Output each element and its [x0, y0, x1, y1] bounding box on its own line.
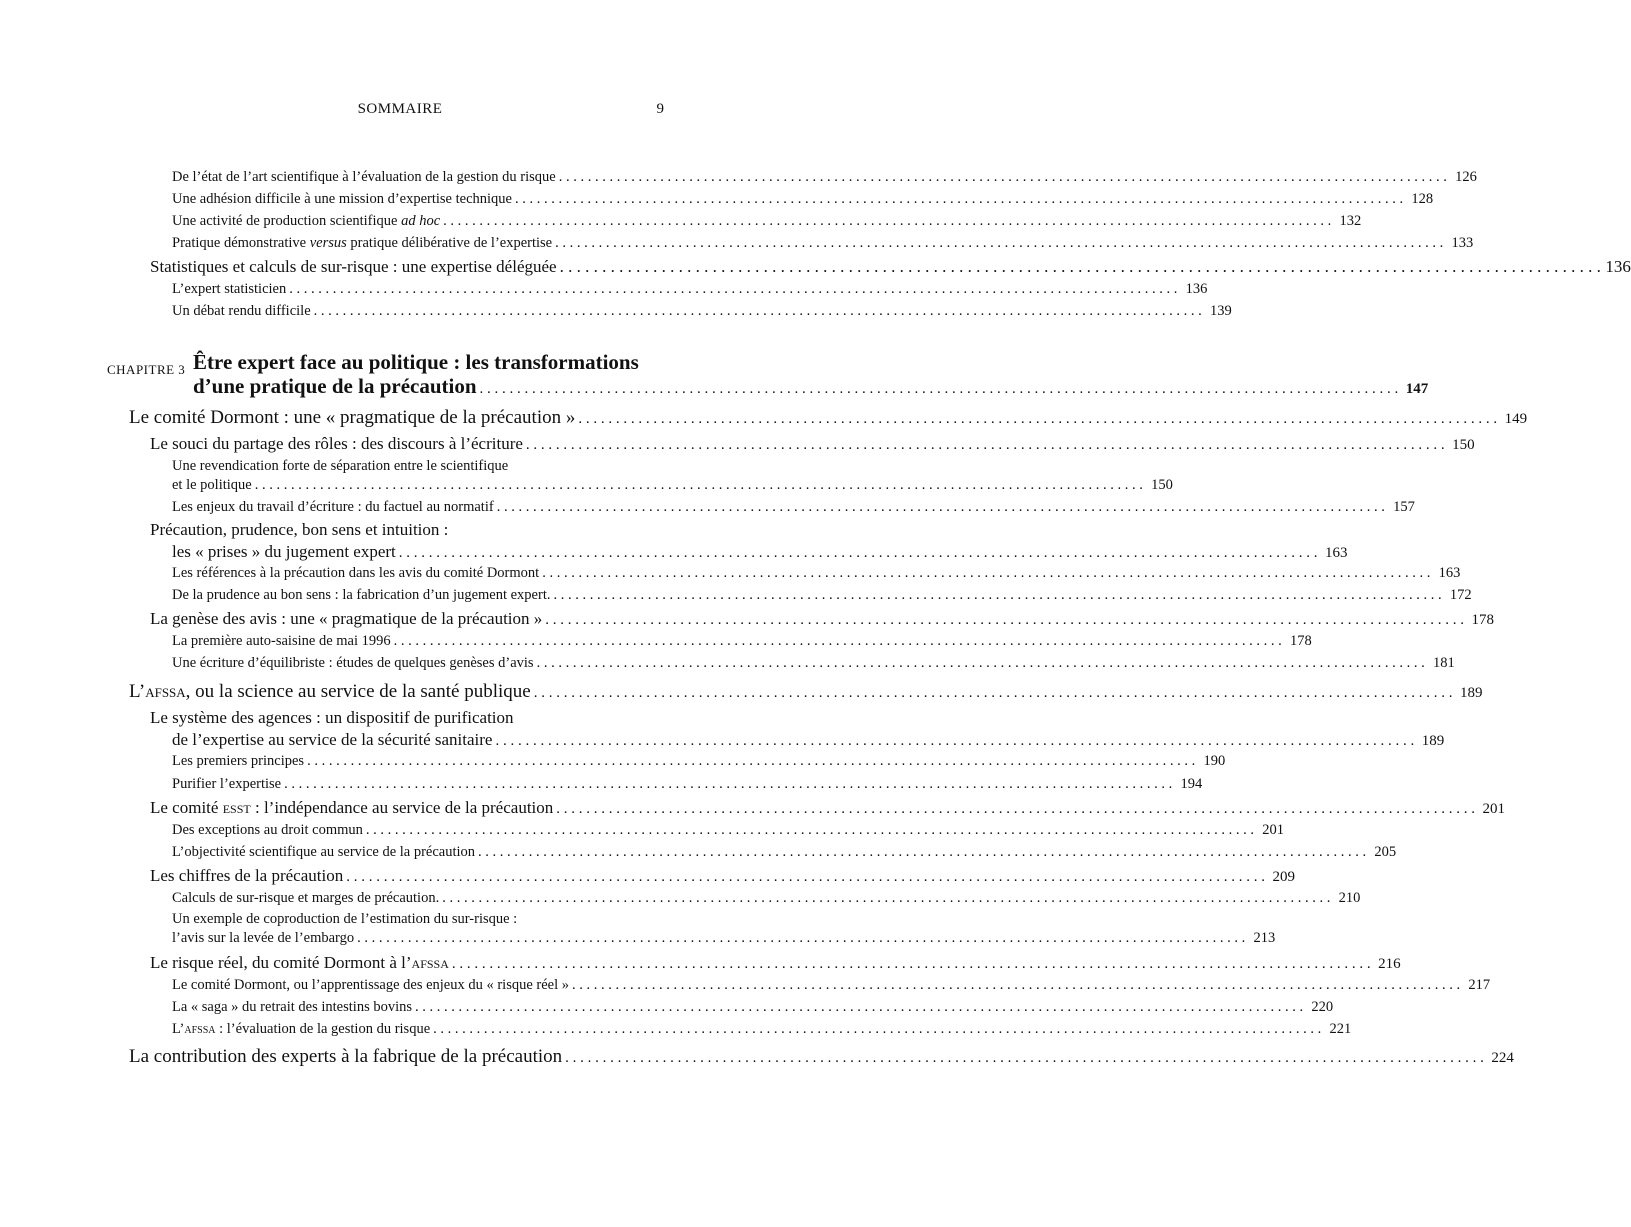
toc-section[interactable]: [150, 434, 1475, 454]
running-header: [0, 101, 800, 121]
section-title-line2: de l’expertise au service de la sécurité sanitaire: [172, 730, 493, 749]
entry-page: 172: [1449, 587, 1472, 603]
entry-page: 213: [1253, 930, 1276, 946]
part-title-smallcaps: afssa: [145, 681, 186, 702]
dot-leader: [560, 257, 1601, 277]
dot-leader: [495, 733, 1414, 750]
entry-title: [172, 1021, 430, 1038]
chapter-label: CHAPITRE 3: [107, 362, 186, 377]
chapter-title-line2: d’une pratique de la précaution: [193, 374, 477, 398]
entry-page: 150: [1151, 477, 1173, 493]
entry-page: 221: [1329, 1021, 1352, 1037]
toc-entry[interactable]: [172, 587, 1472, 604]
toc-entry[interactable]: [172, 776, 1203, 793]
toc-entry[interactable]: [172, 930, 1276, 947]
toc-entry[interactable]: [172, 477, 1173, 494]
section-title-smallcaps: esst: [222, 798, 251, 817]
toc-entry[interactable]: [172, 822, 1284, 839]
toc-entry[interactable]: [172, 633, 1312, 650]
section-title: La genèse des avis : une « pragmatique de la précaution »: [150, 609, 543, 628]
section-title-text: Le risque réel, du comité Dormont à l’: [150, 953, 412, 972]
entry-page: 181: [1432, 655, 1455, 671]
dot-leader: [357, 930, 1245, 947]
toc-entry[interactable]: [172, 977, 1491, 994]
section-title-line2: les « prises » du jugement expert: [172, 542, 396, 561]
entry-page: 136: [1185, 281, 1208, 297]
entry-page: 201: [1262, 822, 1284, 838]
dot-leader: [366, 822, 1254, 839]
part-title: [129, 681, 531, 703]
part-title-text: L’: [129, 681, 146, 702]
dot-leader: [346, 869, 1265, 886]
toc-entry[interactable]: [172, 191, 1434, 208]
toc-entry[interactable]: [172, 235, 1474, 252]
toc-section[interactable]: [150, 609, 1495, 629]
dot-leader: [497, 499, 1385, 516]
entry-title-text: pratique délibérative de l’expertise: [346, 235, 553, 251]
part-title-text: , ou la science au service de la santé publique: [185, 681, 531, 702]
toc-entry[interactable]: [172, 753, 1226, 770]
entry-title: Calculs de sur-risque et marges de précaution.: [172, 890, 440, 906]
dot-leader: [415, 999, 1303, 1016]
toc-entry[interactable]: [172, 655, 1455, 672]
entry-title: Le comité Dormont, ou l’apprentissage des enjeux du « risque réel »: [172, 977, 570, 993]
entry-title-text: : l’évaluation de la gestion du risque: [215, 1021, 431, 1037]
section-title-line1[interactable]: Le système des agences : un dispositif de purification: [150, 708, 514, 727]
entry-page: 216: [1378, 956, 1401, 972]
toc-entry[interactable]: [172, 281, 1208, 298]
toc-entry[interactable]: [172, 213, 1362, 230]
entry-page: 139: [1210, 303, 1232, 319]
toc-entry[interactable]: [172, 499, 1415, 516]
entry-title-line2: l’avis sur la levée de l’embargo: [172, 930, 355, 946]
chapter-title-line1[interactable]: Être expert face au politique : les transformations: [193, 350, 639, 374]
toc-entry[interactable]: [172, 565, 1461, 582]
entry-page: 178: [1290, 633, 1312, 649]
toc-entry[interactable]: [172, 844, 1397, 861]
dot-leader: [478, 844, 1366, 861]
entry-page: 190: [1203, 753, 1226, 769]
entry-page: 136: [1605, 257, 1631, 276]
toc-section[interactable]: [150, 866, 1295, 886]
dot-leader: [394, 633, 1282, 650]
toc-part[interactable]: [129, 407, 1528, 429]
entry-page: 163: [1325, 545, 1348, 561]
toc-part[interactable]: [129, 681, 1483, 703]
chapter-heading[interactable]: [193, 374, 1429, 399]
toc-part[interactable]: [129, 1046, 1514, 1068]
page-number: 9: [656, 101, 664, 117]
toc-section[interactable]: [150, 257, 1631, 277]
entry-title-line1[interactable]: Un exemple de coproduction de l’estimation du sur-risque :: [172, 911, 518, 927]
entry-page: 224: [1491, 1050, 1514, 1066]
toc-section[interactable]: [150, 953, 1401, 973]
dot-leader: [534, 685, 1453, 702]
entry-title: Purifier l’expertise: [172, 776, 282, 792]
toc-entry[interactable]: [172, 1021, 1352, 1038]
running-header-title: SOMMAIRE: [357, 101, 443, 117]
toc-entry[interactable]: [172, 890, 1361, 907]
entry-title: Une adhésion difficile à une mission d’expertise technique: [172, 191, 512, 207]
dot-leader: [443, 213, 1331, 230]
section-title-smallcaps: afssa: [411, 953, 449, 972]
dot-leader: [553, 587, 1441, 604]
toc-entry[interactable]: [172, 169, 1477, 186]
entry-title: Une écriture d’équilibriste : études de quelques genèses d’avis: [172, 655, 534, 671]
dot-leader: [452, 956, 1371, 973]
dot-leader: [559, 169, 1447, 186]
entry-title: La première auto-saisine de mai 1996: [172, 633, 391, 649]
dot-leader: [284, 776, 1172, 793]
entry-title: Les références à la précaution dans les avis du comité Dormont: [172, 565, 540, 581]
dot-leader: [572, 977, 1460, 994]
entry-title-smallcaps: afssa: [184, 1021, 216, 1037]
entry-title-italic: versus: [309, 235, 347, 251]
dot-leader: [526, 437, 1445, 454]
toc-section[interactable]: [150, 798, 1506, 818]
entry-title: De l’état de l’art scientifique à l’évaluation de la gestion du risque: [172, 169, 556, 185]
toc-entry[interactable]: [172, 999, 1334, 1016]
entry-page: 126: [1455, 169, 1477, 185]
entry-page: 149: [1504, 411, 1528, 427]
entry-title: L’expert statisticien: [172, 281, 287, 297]
dot-leader: [542, 565, 1430, 582]
entry-page: 157: [1393, 499, 1415, 515]
toc-entry[interactable]: [172, 303, 1232, 320]
section-title: [150, 798, 553, 818]
entry-title: Les enjeux du travail d’écriture : du factuel au normatif: [172, 499, 494, 515]
entry-title-text: L’: [172, 1021, 185, 1037]
section-title: [150, 953, 449, 973]
dot-leader: [307, 753, 1195, 770]
entry-title: [172, 235, 552, 252]
entry-title: La « saga » du retrait des intestins bovins: [172, 999, 413, 1015]
entry-page: 150: [1452, 437, 1475, 453]
entry-page: 189: [1459, 685, 1483, 701]
entry-page: 210: [1338, 890, 1361, 906]
entry-title: L’objectivité scientifique au service de la précaution: [172, 844, 476, 860]
dot-leader: [545, 612, 1464, 629]
entry-title-line2: et le politique: [172, 477, 252, 493]
entry-title-text: Pratique démonstrative: [172, 235, 310, 251]
entry-title: De la prudence au bon sens : la fabrication d’un jugement expert.: [172, 587, 551, 603]
entry-title-text: Une activité de production scientifique: [172, 213, 402, 229]
dot-leader: [289, 281, 1177, 298]
dot-leader: [578, 411, 1497, 428]
entry-title-line1[interactable]: Une revendication forte de séparation entre le scientifique: [172, 458, 509, 474]
dot-leader: [515, 191, 1403, 208]
dot-leader: [556, 801, 1475, 818]
chapter-page: 147: [1405, 381, 1429, 397]
entry-page: 209: [1272, 869, 1295, 885]
dot-leader: [565, 1050, 1484, 1067]
dot-leader: [537, 655, 1425, 672]
entry-title: Les premiers principes: [172, 753, 305, 769]
entry-page: 205: [1374, 844, 1397, 860]
entry-page: 201: [1482, 801, 1506, 817]
section-title: Le souci du partage des rôles : des discours à l’écriture: [150, 434, 523, 453]
section-title-line1[interactable]: Précaution, prudence, bon sens et intuition :: [150, 520, 449, 539]
dot-leader: [399, 545, 1318, 562]
dot-leader: [555, 235, 1443, 252]
section-title: Statistiques et calculs de sur-risque : une expertise déléguée: [150, 257, 557, 276]
dot-leader: [314, 303, 1202, 320]
entry-page: 163: [1438, 565, 1461, 581]
entry-page: 132: [1339, 213, 1362, 229]
section-title-text: : l’indépendance au service de la précaution: [250, 798, 554, 817]
section-title-text: Le comité: [150, 798, 223, 817]
part-title: La contribution des experts à la fabrique de la précaution: [129, 1046, 563, 1067]
entry-title: Un débat rendu difficile: [172, 303, 311, 319]
toc-section[interactable]: [172, 730, 1445, 750]
entry-page: 133: [1451, 235, 1474, 251]
dot-leader: [442, 890, 1330, 907]
entry-page: 189: [1421, 733, 1445, 749]
section-title: Les chiffres de la précaution: [150, 866, 344, 885]
entry-title-italic: ad hoc: [401, 213, 441, 229]
entry-page: 217: [1468, 977, 1491, 993]
part-title: Le comité Dormont : une « pragmatique de la précaution »: [129, 407, 576, 428]
toc-section[interactable]: [172, 542, 1348, 562]
dot-leader: [255, 477, 1143, 494]
entry-page: 178: [1471, 612, 1495, 628]
entry-page: 220: [1311, 999, 1334, 1015]
entry-title: [172, 213, 440, 230]
entry-title: Des exceptions au droit commun: [172, 822, 363, 838]
entry-page: 128: [1411, 191, 1434, 207]
dot-leader: [433, 1021, 1321, 1038]
entry-page: 194: [1180, 776, 1203, 792]
dot-leader: [480, 381, 1399, 398]
